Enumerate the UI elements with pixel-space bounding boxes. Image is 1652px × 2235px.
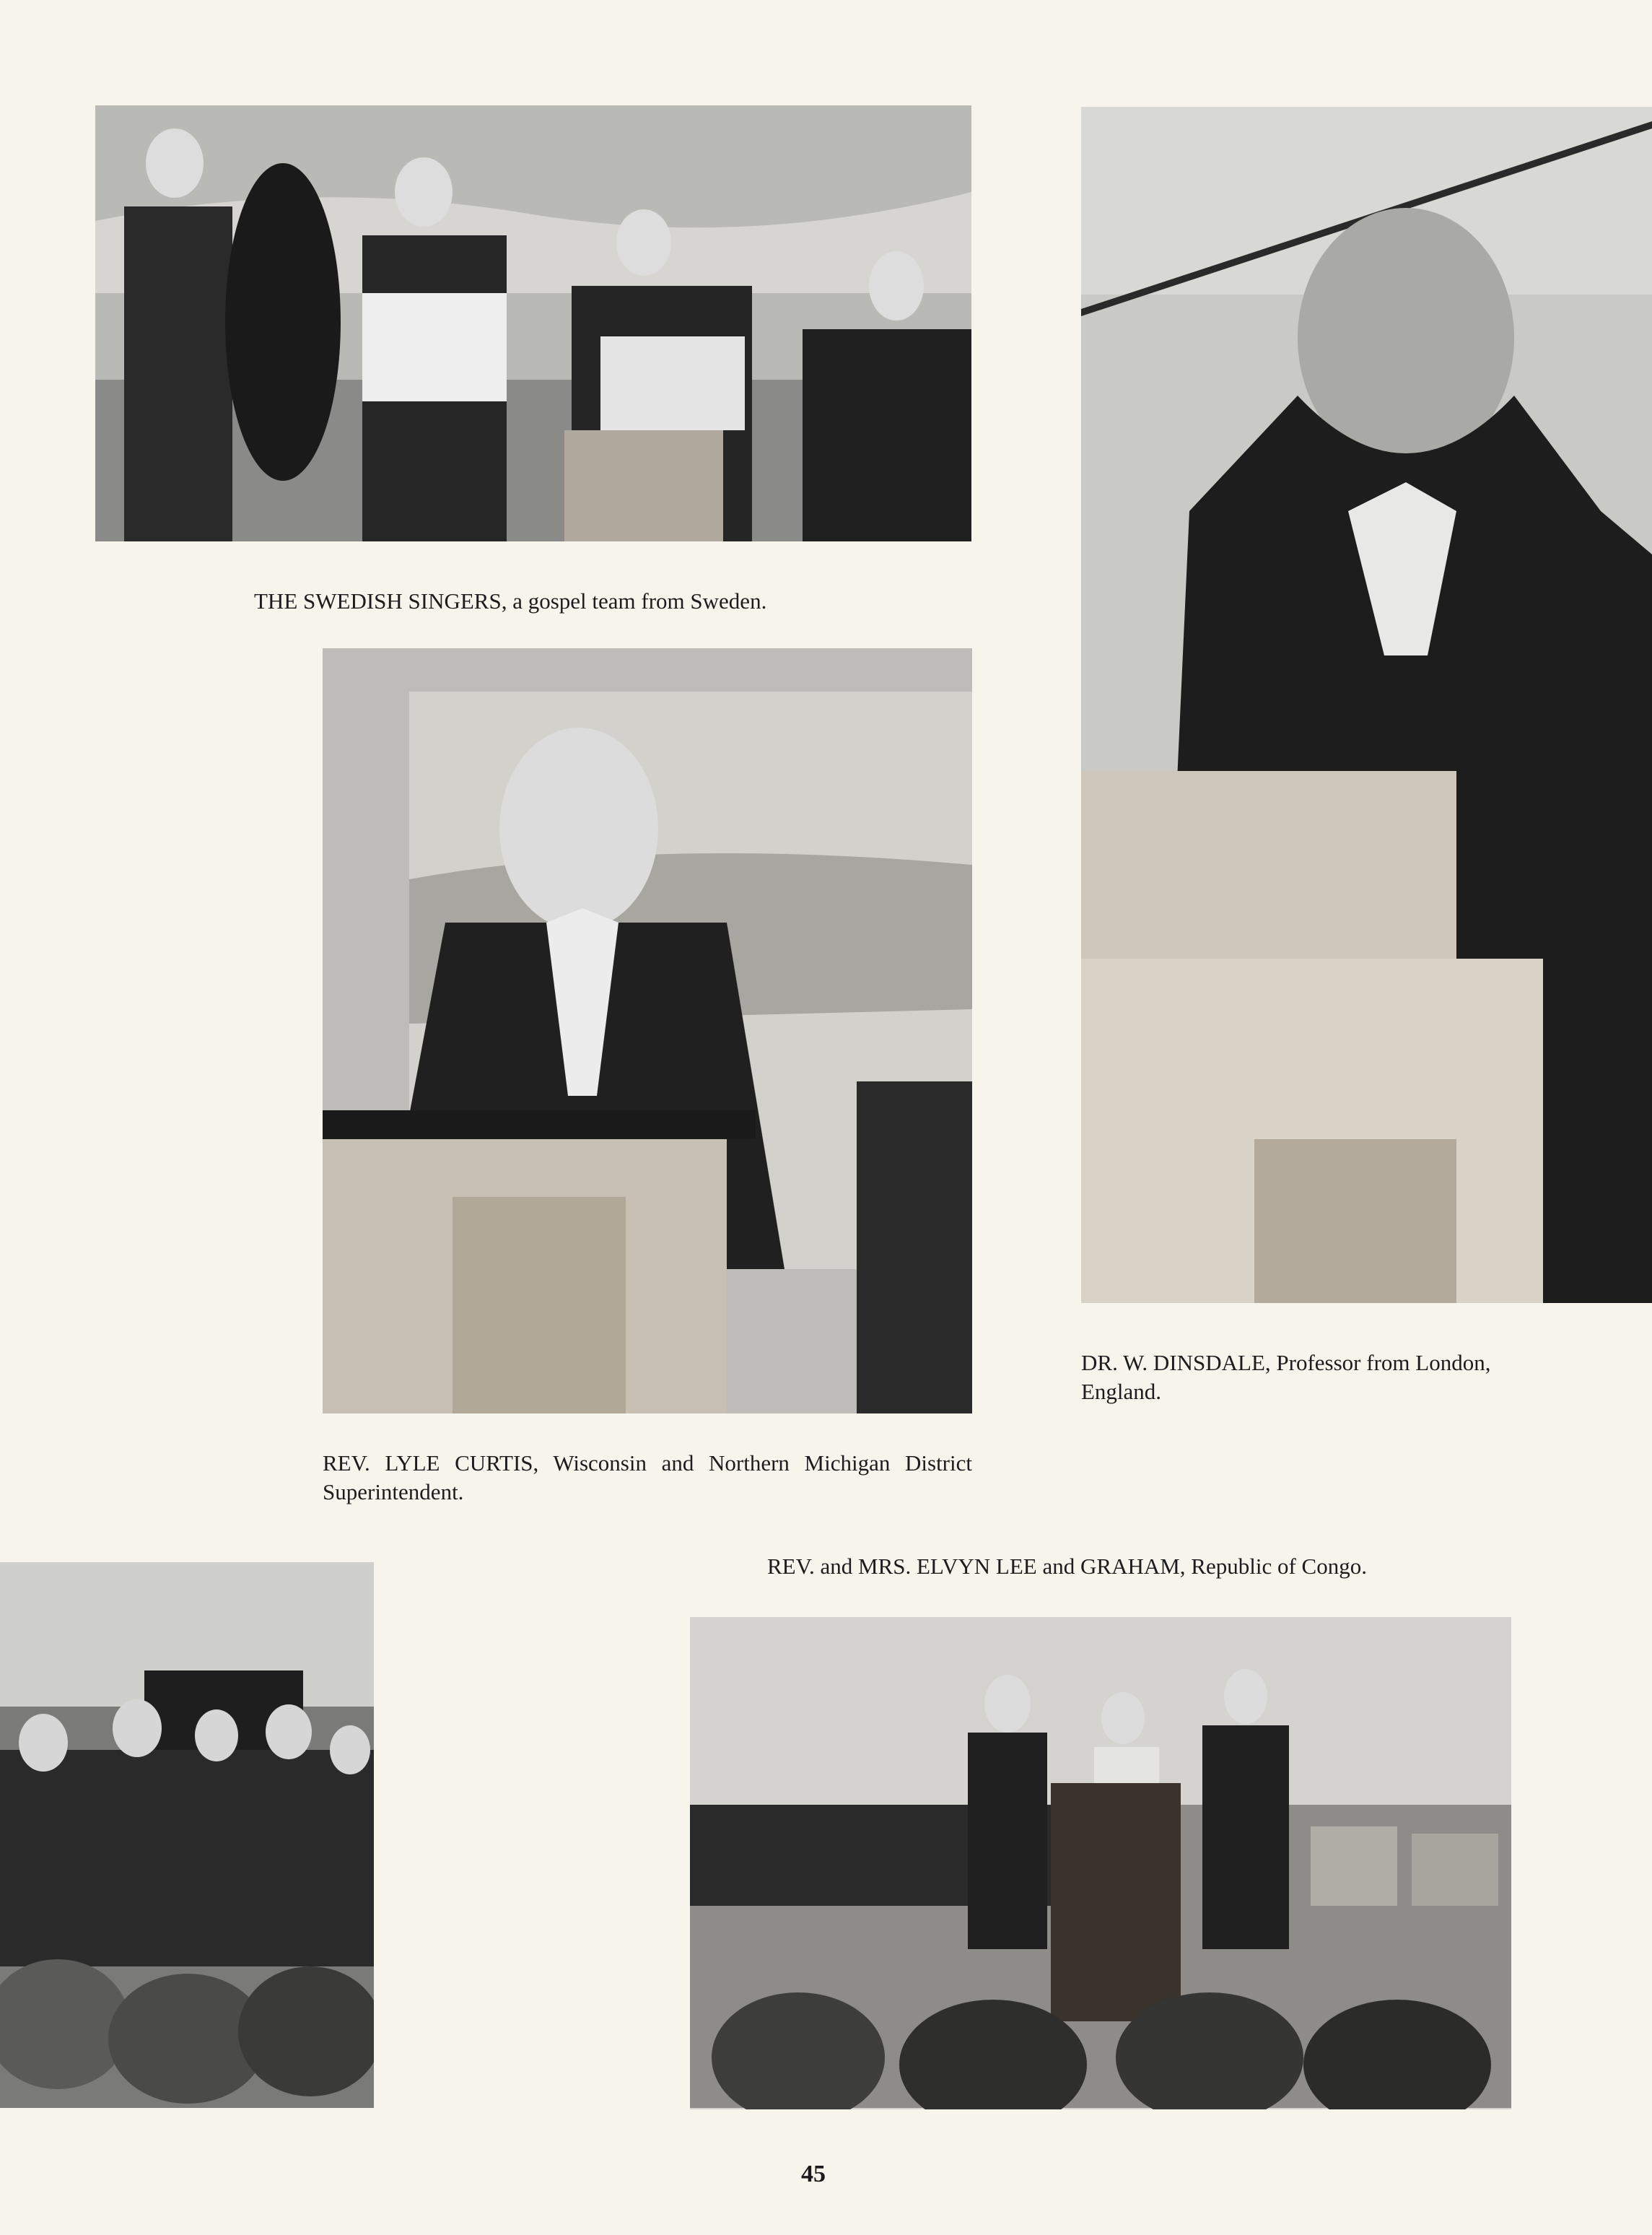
caption-swedish-singers: THE SWEDISH SINGERS, a gospel team from Sweden. bbox=[254, 588, 767, 614]
photo-dinsdale bbox=[1081, 107, 1652, 1303]
caption-curtis: REV. LYLE CURTIS, Wisconsin and Northern Michigan District Superintendent. bbox=[323, 1450, 972, 1504]
photo-lee bbox=[690, 1617, 1511, 2109]
caption-dinsdale: DR. W. DINSDALE, Professor from London, England. bbox=[1081, 1350, 1491, 1404]
photo-curtis bbox=[323, 648, 972, 1413]
photo-audience bbox=[0, 1562, 374, 2108]
page-number: 45 bbox=[801, 2161, 826, 2187]
photo-swedish-singers bbox=[95, 105, 971, 541]
caption-lee: REV. and MRS. ELVYN LEE and GRAHAM, Republic of Congo. bbox=[767, 1554, 1367, 1579]
